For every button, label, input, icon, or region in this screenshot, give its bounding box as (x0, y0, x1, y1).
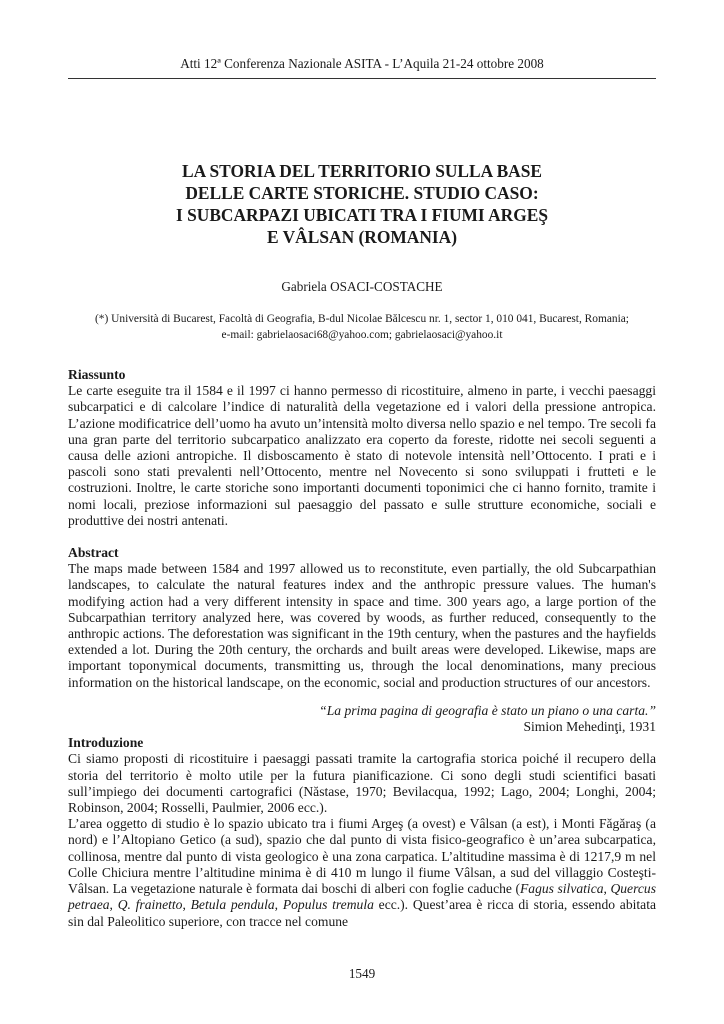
title-line: DELLE CARTE STORICHE. STUDIO CASO: (185, 183, 539, 203)
epigraph-author: Simion Mehedinţi, 1931 (523, 719, 656, 735)
paper-title (68, 160, 656, 248)
introduzione-paragraph-1: Ci siamo proposti di ricostituire i paesaggi passati tramite la cartografia storica poiché il recupero della storia del territorio è molto utile per la futura pianificazione. Ci sono degli studi scientifici basati sull’impiego dei documenti cartografici (Năstase, 1970; Bevilacqua, 1992; Lago, 2004; Longhi, 2004; Robinson, 2004; Rosselli, Paulmier, 2006 ecc.). (68, 751, 656, 816)
species-name: Q. frainetto (117, 897, 183, 913)
species-name: Quercus petraea (68, 881, 656, 913)
species-name: Betula pendula (190, 897, 275, 913)
epigraph-quote: “La prima pagina di geografia è stato un piano o una carta.” (319, 702, 656, 718)
abstract-heading: Abstract (68, 545, 119, 561)
affiliation (68, 311, 656, 343)
introduzione-paragraph-2: L’area oggetto di studio è lo spazio ubicato tra i fiumi Argeş (a ovest) e Vâlsan (a est), i Monti Făgăraş (a nord) e l’Altopiano Getico (a sud), spazio che dal punto di vista fisico-geografico è un’area subcarpatica, collinosa, mentre dal punto di vista geologico è una zona carpatica. L’altitudine massima è di 1217,9 m nel Colle Chiciura mentre l’altitudine minima è di 410 m lungo il fiume Vâlsan, a sud del villaggio Costeşti-Vâlsan. La vegetazione naturale è formata dai boschi di alberi con foglie caduche (Fagus silvatica, Quercus petraea, Q. frainetto, Betula pendula, Populus tremula ecc.). Quest’area è ricca di storia, essendo abitata sin dal Paleolitico superiore, con tracce nel comune (68, 816, 657, 929)
running-header: Atti 12ª Conferenza Nazionale ASITA - L’Aquila 21-24 ottobre 2008 (68, 56, 656, 79)
paragraph-text: ecc.). Quest’area è ricca di storia, essendo abitata sin dal Paleolitico superiore, con tracce nel comune (68, 897, 657, 929)
introduzione-heading: Introduzione (68, 735, 144, 751)
affiliation-line: (*) Università di Bucarest, Facoltà di Geografia, B-dul Nicolae Bălcescu nr. 1, sector 1, 010 041, Bucarest, Romania; (95, 313, 629, 325)
species-name: Fagus silvatica (519, 881, 604, 897)
author: Gabriela OSACI-COSTACHE (281, 279, 443, 294)
affiliation-line: e-mail: gabrielaosaci68@yahoo.com; gabrielaosaci@yahoo.it (221, 329, 503, 341)
title-line: LA STORIA DEL TERRITORIO SULLA BASE (181, 161, 543, 181)
main-content (68, 367, 656, 930)
page-number: 1549 (348, 966, 376, 981)
title-line: E VÂLSAN (ROMANIA) (266, 227, 457, 247)
species-name: Populus tremula (282, 897, 374, 913)
title-line: I SUBCARPAZI UBICATI TRA I FIUMI ARGEŞ (175, 205, 549, 225)
paragraph-text: L’area oggetto di studio è lo spazio ubicato tra i fiumi Argeş (a ovest) e Vâlsan (a est), i Monti Făgăraş (a nord) e l’Altopiano Getico (a sud), spazio che dal punto di vista fisico-geografico è un’area subcarpatica, collinosa, mentre dal punto di vista geologico è una zona carpatica. L’altitudine massima è di 1217,9 m nel Colle Chiciura mentre l’altitudine minima è di 410 m lungo il fiume Vâlsan, a sud del villaggio Costeşti-Vâlsan. La vegetazione naturale è formata dai boschi di alberi con foglie caduche ( (68, 816, 656, 897)
riassunto-heading: Riassunto (68, 367, 126, 382)
riassunto-text: Le carte eseguite tra il 1584 e il 1997 ci hanno permesso di ricostituire, almeno in parte, i vecchi paesaggi subcarpatici e di calcolare l’indice di naturalità della vegetazione ed i valori della pressione antropica. L’azione modificatrice dell’uomo ha avuto un’intensità molto diversa nello spazio e nel tempo. Tre secoli fa una gran parte del territorio subcarpatico analizzato era coperto da foreste, ridotte nei secoli seguenti a causa delle azioni antropiche. Il disboscamento è stato di notevole intensità nell’Ottocento. I prati e i pascoli sono stati prevalenti nell’Ottocento, mentre nel Novecento si sono sviluppati i frutteti e le costruzioni. Inoltre, le carte storiche sono importanti documenti toponimici che ci hanno fornito, tramite i nomi locali, preziose informazioni sul paesaggio del passato e sulle strutture economiche, sociali e produttive dei nostri antenati. (68, 383, 656, 528)
abstract-text: The maps made between 1584 and 1997 allowed us to reconstitute, even partially, the old Subcarpathian landscapes, to calculate the natural features index and the anthropic pressure values. The human's modifying action had a very different intensity in space and time. 300 years ago, a large portion of the Subcarpathian territory analyzed here, was covered by woods, as further reduced, consequently to the anthropic actions. The deforestation was significant in the 19th century, when the pastures and the hayfields extended a lot. During the 20th century, the orchards and built areas were developed. Likewise, maps are important toponymical documents, transmitting us, through the local denominations, many precious information on the historical landscape, on the economic, social and production structures of our ancestors. (68, 561, 656, 690)
